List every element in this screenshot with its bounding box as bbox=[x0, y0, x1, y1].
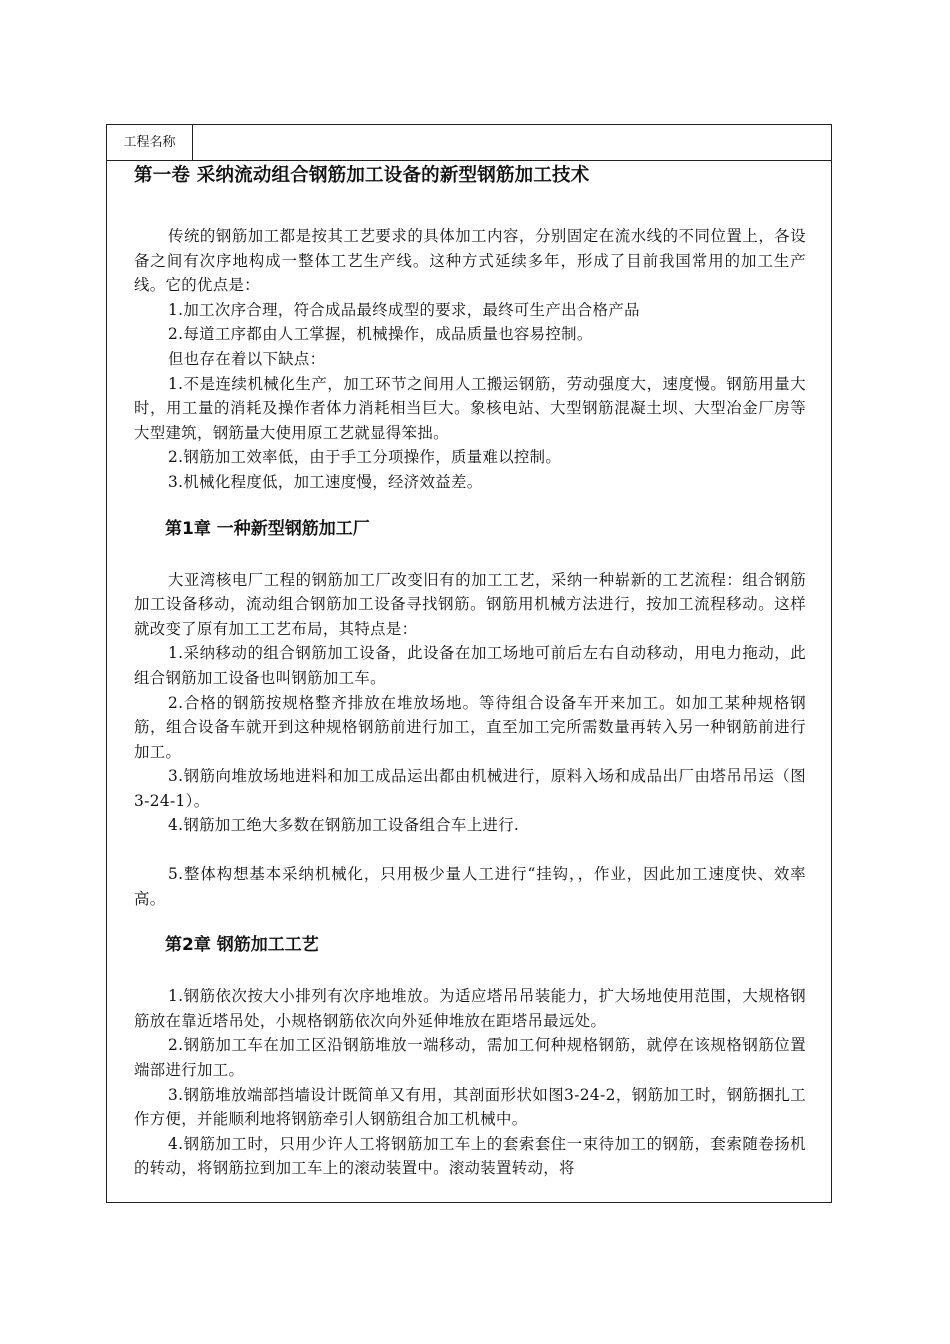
intro-paragraph: 传统的钢筋加工都是按其工艺要求的具体加工内容，分别固定在流水线的不同位置上，各设备之间有次序地构成一整体工艺生产线。这种方式延续多年，形成了目前我国常用的加工生产线。它的优点是： bbox=[134, 227, 806, 295]
chapter-1-title: 第1章 一种新型钢筋加工厂 bbox=[165, 518, 370, 539]
intro-paragraph: 2.每道工序都由人工掌握，机械操作，成品质量也容易控制。 bbox=[168, 325, 593, 344]
chapter-1-paragraph: 5.整体构想基本采纳机械化，只用极少量人工进行“挂钩，，作业，因此加工速度快、效率高。 bbox=[134, 865, 806, 908]
intro-paragraph: 1.加工次序合理，符合成品最终成型的要求，最终可生产出合格产品 bbox=[168, 300, 640, 319]
chapter-2-paragraph: 4.钢筋加工时，只用少许人工将钢筋加工车上的套索套住一束待加工的钢筋，套索随卷扬机的转动，将钢筋拉到加工车上的滚动装置中。滚动装置转动，将 bbox=[134, 1134, 806, 1178]
project-name-label: 工程名称 bbox=[107, 125, 193, 160]
chapter-2-title: 第2章 钢筋加工工艺 bbox=[165, 935, 319, 956]
intro-paragraph: 2.钢筋加工效率低，由于手工分项操作，质量难以控制。 bbox=[168, 448, 562, 467]
intro-paragraph: 1.不是连续机械化生产，加工环节之间用人工搬运钢筋，劳动强度大，速度慢。钢筋用量大时，用工量的消耗及操作者体力消耗相当巨大。象核电站、大型钢筋混凝土坝、大型冶金厂房等大型建筑，钢筋量大使用原工艺就显得笨拙。 bbox=[134, 374, 806, 442]
chapter-1-paragraph: 2.合格的钢筋按规格整齐排放在堆放场地。等待组合设备车开来加工。如加工某种规格钢筋，组合设备车就开到这种规格钢筋前进行加工，直至加工完所需数量再转入另一种钢筋前进行加工。 bbox=[134, 693, 806, 761]
intro-paragraph: 3.机械化程度低，加工速度慢，经济效益差。 bbox=[168, 472, 483, 491]
chapter-1-paragraph: 1.采纳移动的组合钢筋加工设备，此设备在加工场地可前后左右自动移动，用电力拖动，此组合钢筋加工设备也叫钢筋加工车。 bbox=[134, 644, 806, 687]
chapter-1-paragraph: 大亚湾核电厂工程的钢筋加工厂改变旧有的加工工艺，采纳一种崭新的工艺流程：组合钢筋加工设备移动，流动组合钢筋加工设备寻找钢筋。钢筋用机械方法进行，按加工流程移动。这样就改变了原有加工工艺布局，其特点是： bbox=[134, 570, 806, 638]
chapter-1-paragraph: 4.钢筋加工绝大多数在钢筋加工设备组合车上进行. bbox=[168, 816, 520, 835]
document-table bbox=[106, 124, 832, 1203]
chapter-2-paragraph: 1.钢筋依次按大小排列有次序地堆放。为适应塔吊吊装能力，扩大场地使用范围，大规格钢筋放在靠近塔吊处，小规格钢筋依次向外延伸堆放在距塔吊最远处。 bbox=[134, 987, 806, 1030]
intro-paragraph: 但也存在着以下缺点： bbox=[168, 349, 326, 368]
project-name-row bbox=[107, 125, 831, 161]
document-body bbox=[134, 161, 806, 1181]
chapter-2-paragraph: 2.钢筋加工车在加工区沿钢筋堆放一端移动，需加工何种规格钢筋，就停在该规格钢筋位置端部进行加工。 bbox=[134, 1036, 806, 1080]
volume-title: 第一卷 采纳流动组合钢筋加工设备的新型钢筋加工技术 bbox=[134, 165, 590, 186]
chapter-2-paragraph: 3.钢筋堆放端部挡墙设计既简单又有用，其剖面形状如图3-24-2，钢筋加工时，钢筋捆扎工作方便，并能顺利地将钢筋牵引人钢筋组合加工机械中。 bbox=[134, 1085, 806, 1129]
chapter-1-paragraph: 3.钢筋向堆放场地进料和加工成品运出都由机械进行，原料入场和成品出厂由塔吊吊运（图3-24-1）。 bbox=[134, 767, 806, 810]
